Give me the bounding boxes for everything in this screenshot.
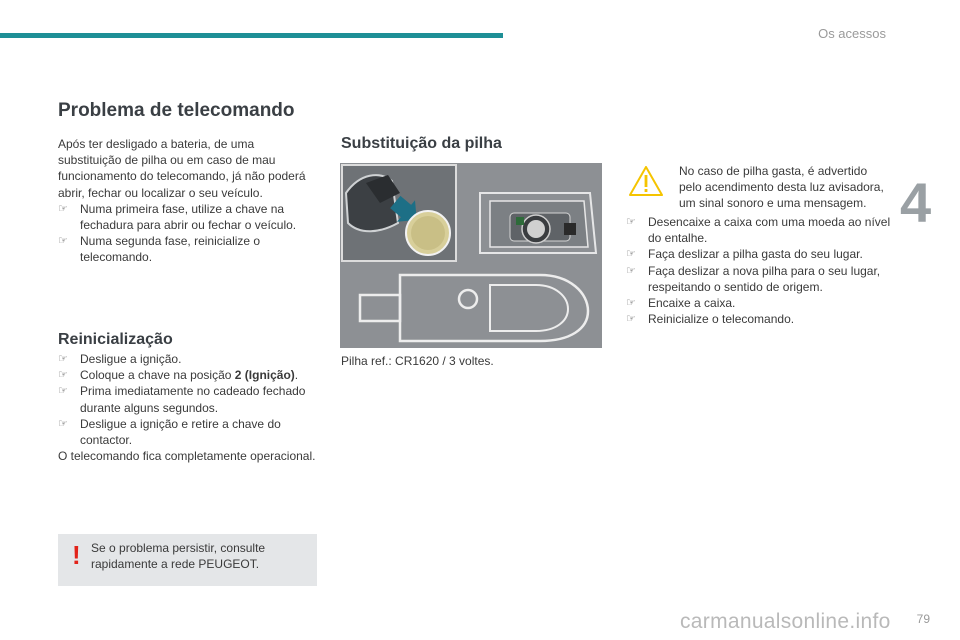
list-item: ☞ Numa primeira fase, utilize a chave na fechadura para abrir ou fechar o veículo. (58, 201, 297, 233)
section-title: Os acessos (818, 26, 886, 41)
pointing-hand-icon: ☞ (58, 417, 68, 430)
pointing-hand-icon: ☞ (626, 297, 636, 310)
pointing-hand-icon: ☞ (58, 353, 68, 365)
watermark: carmanualsonline.info (680, 610, 891, 633)
note-box (58, 534, 317, 586)
warning-text: No caso de pilha gasta, é advertido pelo acendimento desta luz avisadora, um sinal sonoro e uma mensagem. (679, 164, 884, 211)
exclamation-icon: ! (72, 540, 81, 570)
replacement-steps (626, 214, 896, 327)
reinit-steps-list (58, 351, 320, 448)
intro-text: Após ter desligado a bateria, de uma substituição de pilha ou em caso de mau funcionamento do telecomando, já não poderá abrir, fechar ou localizar o seu veículo. (58, 137, 306, 200)
pointing-hand-icon: ☞ (626, 248, 636, 261)
reinit-result: O telecomando fica completamente operacional. (58, 449, 316, 464)
list-item: ☞ Numa segunda fase, reinicialize o telecomando. (58, 234, 261, 265)
list-item: ☞ Reinicialize o telecomando. (626, 312, 795, 327)
pointing-hand-icon: ☞ (626, 264, 636, 277)
replacement-steps-list (626, 214, 896, 327)
page-title: Problema de telecomando (58, 100, 295, 121)
list-item: ☞ Desencaixe a caixa com uma moeda ao nível do entalhe. (626, 215, 891, 246)
pointing-hand-icon: ☞ (58, 202, 68, 215)
pointing-hand-icon: ☞ (58, 235, 68, 248)
reinit-heading: Reinicialização (58, 331, 173, 348)
list-item: ☞ Faça deslizar a nova pilha para o seu lugar, respeitando o sentido de origem. (626, 263, 881, 294)
intro-block (58, 136, 320, 266)
pointing-hand-icon: ☞ (626, 313, 636, 326)
page-number: 79 (916, 612, 930, 626)
reinit-block (58, 351, 320, 464)
remote-key-drawing (340, 163, 602, 348)
battery-caption: Pilha ref.: CR1620 / 3 voltes. (341, 354, 494, 368)
list-item: ☞ Coloque a chave na posição 2 (Ignição). (58, 368, 299, 383)
header-accent-bar (0, 33, 503, 38)
pointing-hand-icon: ☞ (58, 369, 68, 382)
first-steps-list (58, 201, 320, 266)
list-item: ☞ Prima imediatamente no cadeado fechado durante alguns segundos. (58, 384, 306, 415)
pointing-hand-icon: ☞ (58, 385, 68, 398)
list-item: ☞ Desligue a ignição. (58, 352, 182, 366)
battery-heading: Substituição da pilha (341, 135, 502, 152)
chapter-number: 4 (900, 171, 932, 234)
warning-triangle-icon (629, 166, 663, 196)
list-item: ☞ Desligue a ignição e retire a chave do contactor. (58, 416, 281, 448)
battery-replacement-illustration (340, 163, 602, 348)
list-item: ☞ Encaixe a caixa. (626, 296, 736, 311)
note-text: Se o problema persistir, consulte rapidamente a rede PEUGEOT. (91, 541, 266, 571)
list-item: ☞ Faça deslizar a pilha gasta do seu lugar. (626, 247, 863, 262)
pointing-hand-icon: ☞ (626, 216, 636, 228)
